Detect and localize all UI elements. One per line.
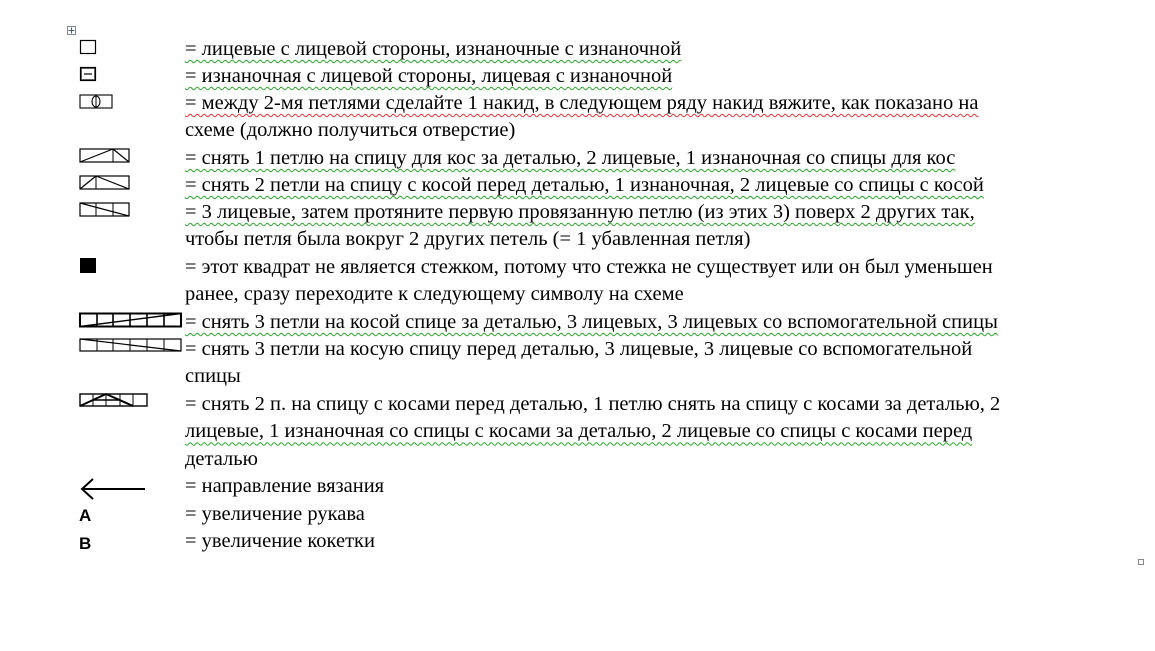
legend-line [185, 145, 1145, 172]
legend-text [185, 336, 1145, 391]
legend-text [185, 36, 1145, 63]
legend-line [185, 63, 1145, 90]
legend-line-text: = направление вязания [185, 475, 385, 497]
cable-back-2-1-icon [79, 148, 131, 163]
legend-line-text: = увеличение рукава [185, 503, 365, 525]
legend-line [185, 501, 1145, 528]
legend-text [185, 90, 1145, 145]
legend-text [185, 528, 1145, 555]
legend-line-text: ранее, сразу переходите к следующему символу на схеме [185, 283, 684, 306]
legend-line-text: = изнаночная с лицевой стороны, лицевая с изнаночной [185, 65, 673, 87]
arrow-left-icon [79, 477, 147, 501]
legend-line [185, 473, 1145, 500]
legend-text [185, 254, 1145, 309]
legend-text [185, 309, 1145, 336]
table-move-handle[interactable] [67, 26, 76, 35]
legend-line [185, 36, 1145, 63]
minus-square-icon [79, 66, 99, 81]
legend-line-text: лицевые, 1 изнаночная со спицы с косами за деталью, 2 лицевые со спицы с косами перед [185, 420, 973, 443]
table-resize-handle[interactable] [1138, 559, 1144, 565]
legend-line-text: = снять 1 петлю на спицу для кос за деталью, 2 лицевые, 1 изнаночная со спицы для кос [185, 147, 956, 169]
legend-line [185, 336, 1145, 363]
legend-line-text: = лицевые с лицевой стороны, изнаночные с изнаночной [185, 38, 682, 60]
yarn-over-icon [79, 94, 115, 109]
legend-line [185, 309, 1145, 336]
legend-line [185, 90, 1145, 117]
legend-line-text: = увеличение кокетки [185, 530, 375, 552]
legend-line-text: = снять 2 петли на спицу с косой перед деталью, 1 изнаночная, 2 лицевые со спицы с косой [185, 174, 984, 196]
legend-text [185, 501, 1145, 528]
legend-line-text: схеме (должно получиться отверстие) [185, 119, 516, 142]
no-stitch-icon [79, 257, 99, 274]
sleeve-increase-symbol: A [79, 506, 92, 525]
legend-line-text: = между 2-мя петлями сделайте 1 накид, в следующем ряду накид вяжите, как показано на [185, 92, 979, 114]
legend-line-text: деталью [185, 447, 258, 470]
legend-line [185, 391, 1145, 418]
legend-text [185, 63, 1145, 90]
legend-line [185, 446, 1145, 473]
legend-line-text: = снять 2 п. на спицу с косами перед деталью, 1 петлю снять на спицу с косами за деталью, 2 [185, 393, 1001, 415]
cable-front-1-2-icon [79, 175, 131, 190]
legend-line-text: = снять 3 петли на косой спице за деталью, 3 лицевых, 3 лицевых со вспомогательной спицы [185, 311, 998, 333]
legend-text [185, 145, 1145, 172]
legend-line [185, 363, 1145, 390]
legend-line [185, 528, 1145, 555]
legend-line [185, 281, 1145, 308]
legend-line-text: чтобы петля была вокруг 2 других петель (= 1 убавленная петля) [185, 228, 751, 251]
legend-text [185, 391, 1145, 473]
yoke-increase-symbol: B [79, 534, 92, 553]
legend-line-text: спицы [185, 365, 241, 388]
cable-back-3-3-icon [79, 312, 183, 329]
legend-line-text: = 3 лицевые, затем протяните первую провязанную петлю (из этих 3) поверх 2 других так, [185, 201, 975, 223]
legend-line [185, 199, 1145, 226]
cable-2-1-2-icon [79, 393, 151, 408]
legend-line [185, 172, 1145, 199]
legend-text [185, 473, 1145, 500]
pass-over-decrease-icon [79, 202, 131, 217]
legend-line [185, 117, 1145, 144]
legend-line [185, 226, 1145, 253]
legend-text [185, 172, 1145, 199]
empty-square-icon [79, 39, 99, 54]
legend-line-text: = этот квадрат не является стежком, потому что стежка не существует или он был уменьшен [185, 256, 993, 278]
legend-line-text: = снять 3 петли на косую спицу перед деталью, 3 лицевые, 3 лицевые со вспомогательной [185, 338, 973, 360]
legend-line [185, 418, 1145, 445]
legend-line [185, 254, 1145, 281]
legend-text [185, 199, 1145, 254]
cable-front-3-3-icon [79, 338, 183, 353]
